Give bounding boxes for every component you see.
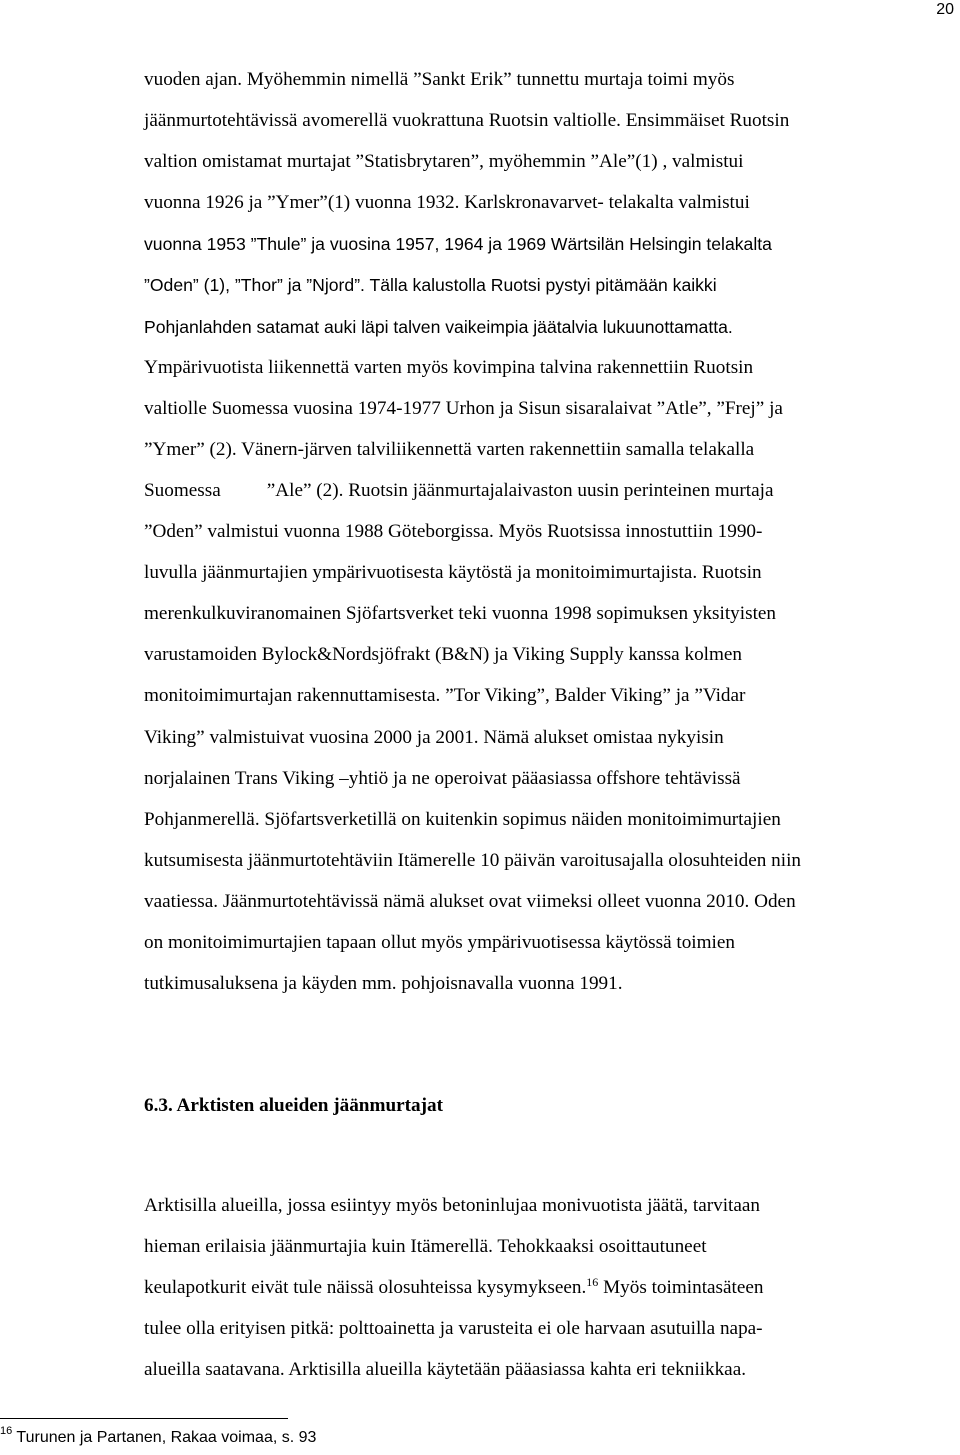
text-line: luvulla jäänmurtajien ympärivuotisesta käytöstä ja monitoimimurtajista. Ruotsin [144, 562, 762, 584]
text-line: Ympärivuotista liikennettä varten myös kovimpina talvina rakennettiin Ruotsin [144, 356, 754, 378]
footnote-reference[interactable]: 16 [586, 1275, 599, 1290]
footnote-text: Turunen ja Partanen, Rakaa voimaa, s. 93 [12, 1429, 317, 1446]
text-line: vaatiessa. Jäänmurtotehtävissä nämä alukset ovat viimeksi olleet vuonna 2010. Oden [144, 890, 796, 912]
text-line: alueilla saatavana. Arktisilla alueilla käytetään pääasiassa kahta eri tekniikkaa. [144, 1359, 747, 1381]
text-line: varustamoiden Bylock&Nordsjöfrakt (B&N) ja Viking Supply kanssa kolmen [144, 644, 743, 666]
footnote-number: 16 [0, 1425, 13, 1437]
text-line: tulee olla erityisen pitkä: polttoainetta ja varusteita ei ole harvaan asutuilla napa- [144, 1318, 763, 1340]
text-line [144, 477, 960, 518]
text-line: vuonna 1926 ja ”Ymer”(1) vuonna 1932. Karlskronavarvet- telakalta valmistui [144, 192, 750, 214]
text-line-lead: keulapotkurit eivät tule näissä olosuhteissa kysymykseen. [144, 1277, 587, 1299]
text-line: jäänmurtotehtävissä avomerellä vuokrattuna Ruotsin valtiolle. Ensimmäiset Ruotsin [144, 110, 790, 132]
section-heading: 6.3. Arktisten alueiden jäänmurtajat [144, 1095, 443, 1116]
text-line: tutkimusaluksena ja käyden mm. pohjoisnavalla vuonna 1991. [144, 973, 623, 995]
text-line: vuoden ajan. Myöhemmin nimellä ”Sankt Erik” tunnettu murtaja toimi myös [144, 69, 735, 90]
text-line: ”Oden” valmistui vuonna 1988 Göteborgissa. Myös Ruotsissa innostuttiin 1990- [144, 521, 763, 543]
text-line: hieman erilaisia jäänmurtajia kuin Itämerellä. Tehokkaaksi osoittautuneet [144, 1236, 707, 1258]
paragraph-ruotsin-jaanmurtajat [144, 66, 960, 1011]
text-line: Viking” valmistuivat vuosina 2000 ja 2001. Nämä alukset omistaa nykyisin [144, 726, 724, 748]
text-line: Pohjanmerellä. Sjöfartsverketillä on kuitenkin sopimus näiden monitoimimurtajien [144, 808, 781, 830]
footnote [0, 1425, 317, 1448]
paragraph-arktiset-alueet [144, 1192, 960, 1397]
text-line-tail: Myös toimintasäteen [598, 1277, 764, 1299]
text-line-rest: ”Ale” (2). Ruotsin jäänmurtajalaivaston uusin perinteinen murtaja [266, 479, 774, 501]
page-number: 20 [936, 1, 954, 18]
text-line: vuonna 1953 ”Thule” ja vuosina 1957, 1964 ja 1969 Wärtsilän Helsingin telakalta [144, 234, 772, 255]
text-line: Arktisilla alueilla, jossa esiintyy myös betoninlujaa monivuotista jäätä, tarvitaan [144, 1195, 760, 1216]
text-line: valtion omistamat murtajat ”Statisbrytaren”, myöhemmin ”Ale”(1) , valmistui [144, 151, 744, 173]
text-line: ”Ymer” (2). Vänern-järven talviliikennettä varten rakennettiin samalla telakalla [144, 438, 755, 460]
text-line: kutsumisesta jäänmurtotehtäviin Itämerelle 10 päivän varoitusajalla olosuhteiden niin [144, 849, 801, 871]
text-line: Pohjanlahden satamat auki läpi talven vaikeimpia jäätalvia lukuunottamatta. [144, 316, 733, 337]
footnote-separator [0, 1418, 288, 1419]
text-line: monitoimimurtajan rakennuttamisesta. ”Tor Viking”, Balder Viking” ja ”Vidar [144, 685, 746, 707]
text-line: merenkulkuviranomainen Sjöfartsverket teki vuonna 1998 sopimuksen yksityisten [144, 603, 777, 625]
text-line-lead: Suomessa [144, 479, 221, 501]
text-line: ”Oden” (1), ”Thor” ja ”Njord”. Tälla kalustolla Ruotsi pystyi pitämään kaikki [144, 275, 717, 296]
text-line [144, 1274, 960, 1315]
text-line: on monitoimimurtajien tapaan ollut myös ympärivuotisessa käytössä toimien [144, 931, 735, 953]
text-line: norjalainen Trans Viking –yhtiö ja ne operoivat pääasiassa offshore tehtävissä [144, 767, 741, 789]
text-line: valtiolle Suomessa vuosina 1974-1977 Urhon ja Sisun sisaralaivat ”Atle”, ”Frej” ja [144, 397, 783, 419]
